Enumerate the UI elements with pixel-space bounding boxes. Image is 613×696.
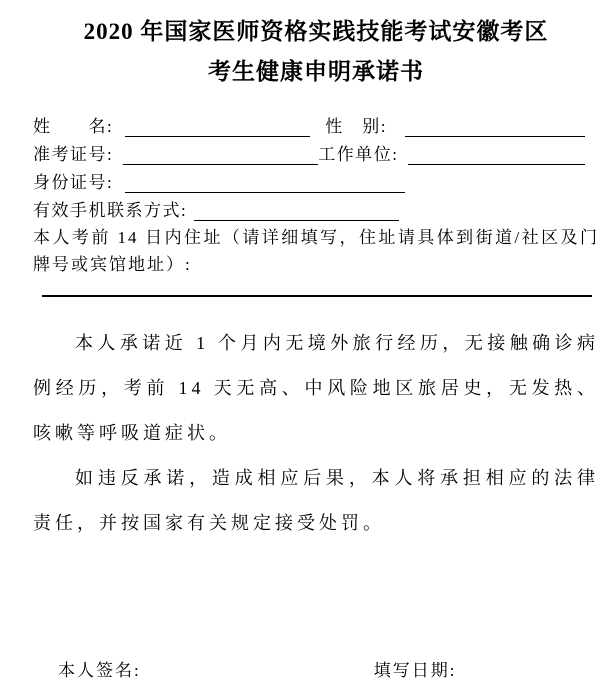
exam-no-field-blank[interactable] <box>123 145 318 165</box>
gender-field-blank[interactable] <box>405 117 585 137</box>
id-no-label: 身份证号: <box>33 173 114 192</box>
document-title-line1: 2020 年国家医师资格实践技能考试安徽考区 <box>83 19 549 44</box>
phone-field-blank[interactable] <box>194 201 399 221</box>
address-field-blank[interactable] <box>42 295 592 297</box>
address-label: 本人考前 14 日内住址（请详细填写，住址请具体到街道/社区及门牌号或宾馆地址）: <box>33 228 599 274</box>
gender-label: 性 别: <box>325 117 387 136</box>
date-label: 填写日期: <box>373 661 457 680</box>
name-label: 姓 名: <box>33 117 114 136</box>
exam-no-label: 准考证号: <box>33 145 114 164</box>
commitment-paragraph-1: 本人承诺近 1 个月内无境外旅行经历，无接触确诊病例经历，考前 14 天无高、中风险地区旅居史，无发热、咳嗽等呼吸道症状。 <box>33 333 599 443</box>
id-no-field-blank[interactable] <box>125 173 405 193</box>
form-row-idno <box>33 168 599 196</box>
work-unit-label: 工作单位: <box>318 145 399 164</box>
footer-row <box>33 656 599 684</box>
document-title-line2: 考生健康申明承诺书 <box>208 59 424 84</box>
form-row-phone <box>33 196 599 224</box>
form-row-examno-workunit <box>33 140 599 168</box>
commitment-paragraph-2: 如违反承诺，造成相应后果，本人将承担相应的法律责任，并按国家有关规定接受处罚。 <box>33 468 599 533</box>
form-section <box>33 112 599 297</box>
work-unit-field-blank[interactable] <box>408 145 585 165</box>
phone-label: 有效手机联系方式: <box>33 201 188 220</box>
signature-label: 本人签名: <box>58 661 141 680</box>
form-row-name-gender <box>33 112 599 140</box>
name-field-blank[interactable] <box>125 117 310 137</box>
